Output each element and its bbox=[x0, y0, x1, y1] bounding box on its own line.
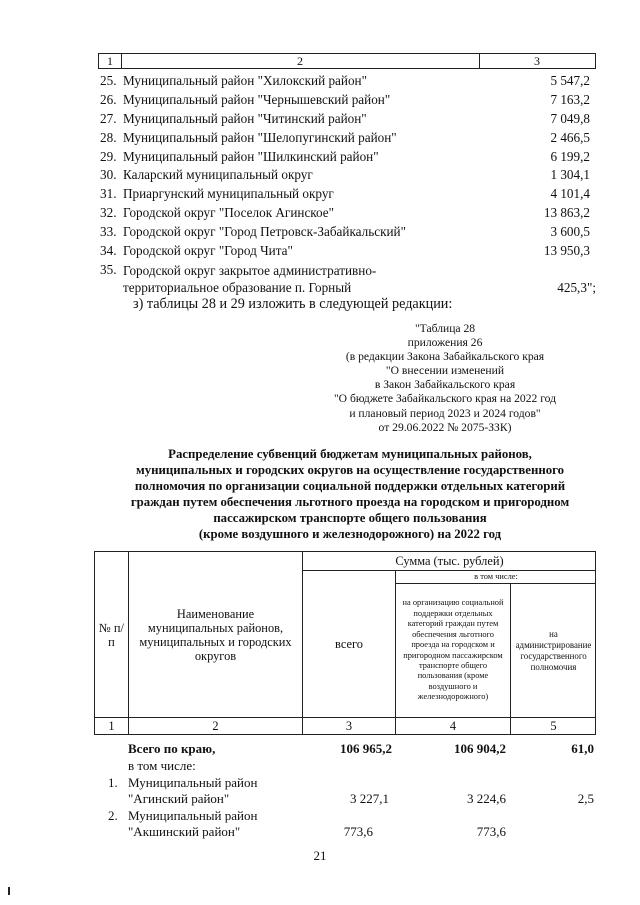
col-index-1: 1 bbox=[108, 719, 115, 733]
page-number: 21 bbox=[313, 848, 327, 863]
row-number: 34. bbox=[100, 243, 117, 259]
row-number: 25. bbox=[100, 73, 117, 88]
row-value: 6 199,2 bbox=[550, 148, 590, 164]
row-name: Муниципальный район "Хилокский район" bbox=[123, 73, 367, 88]
col-index-3: 3 bbox=[345, 719, 353, 733]
table-row bbox=[98, 242, 596, 261]
row-number: 1. bbox=[108, 775, 118, 790]
table-row bbox=[98, 223, 596, 242]
row-number: 30. bbox=[100, 167, 117, 183]
column-number-header bbox=[98, 53, 596, 69]
table-row bbox=[98, 148, 596, 167]
row-name-line2: "Акшинский район" bbox=[128, 824, 241, 839]
table-row bbox=[98, 72, 596, 91]
table-row bbox=[98, 110, 596, 129]
row-name: Городской округ "Город Петровск-Забайкальский" bbox=[123, 224, 406, 240]
header-col-2: 2 bbox=[297, 54, 303, 68]
header-number: № п/п bbox=[99, 620, 124, 649]
table-title bbox=[95, 446, 605, 542]
row-name-line2: "Агинский район" bbox=[128, 791, 230, 806]
including-label: в том числе: bbox=[128, 758, 196, 773]
caption-line: от 29.06.2022 № 2075-ЗЗК) bbox=[378, 420, 512, 434]
header-including: в том числе: bbox=[474, 571, 518, 581]
row-number: 27. bbox=[100, 110, 117, 126]
row-total: 3 227,1 bbox=[350, 791, 389, 806]
table-caption bbox=[300, 322, 590, 435]
total-sum: 106 965,2 bbox=[340, 741, 392, 756]
row-name: Муниципальный район "Чернышевский район" bbox=[123, 91, 391, 107]
header-sum: Сумма (тыс. рублей) bbox=[395, 554, 504, 568]
row-social-support: 773,6 bbox=[476, 824, 506, 839]
scan-mark bbox=[8, 887, 10, 895]
caption-line: (в редакции Закона Забайкальского края bbox=[345, 350, 545, 364]
row-value: 425,3"; bbox=[557, 279, 596, 295]
title-line: пассажирском транспорте общего пользования bbox=[213, 511, 487, 525]
caption-line: "О внесении изменений bbox=[385, 364, 505, 378]
title-line: полномочия по организации социальной поддержки отдельных категорий bbox=[134, 479, 566, 493]
header-social-support: на организацию социальной поддержки отдельных категорий граждан путем обеспечения льготного проезда на городском и пригородном пассажирском транспорте общего пользования (кроме воздушного и железнодорожного) bbox=[402, 598, 504, 702]
row-name: Муниципальный район "Читинский район" bbox=[123, 110, 367, 126]
title-line: муниципальных и городских округов на осуществление государственного bbox=[136, 463, 564, 477]
row-name: Приаргунский муниципальный округ bbox=[123, 186, 334, 202]
row-social-support: 3 224,6 bbox=[467, 791, 506, 806]
row-name: Городской округ закрытое административно-территориальное образование п. Горный bbox=[123, 262, 377, 295]
row-value: 4 101,4 bbox=[550, 186, 590, 202]
caption-line: "Таблица 28 bbox=[414, 322, 476, 335]
row-number: 33. bbox=[100, 224, 117, 240]
row-value: 13 950,3 bbox=[543, 243, 590, 259]
total-label: Всего по краю, bbox=[128, 741, 216, 756]
table-row bbox=[98, 185, 596, 204]
row-value: 3 600,5 bbox=[550, 224, 590, 240]
header-col-1: 1 bbox=[107, 54, 113, 68]
row-name-line1: Муниципальный район bbox=[128, 775, 258, 790]
row-value: 13 863,2 bbox=[543, 205, 590, 221]
row-value: 7 163,2 bbox=[550, 91, 590, 107]
row-name-line1: Муниципальный район bbox=[128, 808, 258, 823]
row-value: 7 049,8 bbox=[550, 110, 590, 126]
header-total: всего bbox=[335, 637, 363, 651]
caption-line: "О бюджете Забайкальского края на 2022 год bbox=[333, 392, 557, 406]
row-name: Муниципальный район "Шелопугинский район" bbox=[123, 129, 397, 145]
row-number: 2. bbox=[108, 808, 118, 823]
table-row bbox=[98, 261, 596, 297]
continuation-table bbox=[98, 53, 596, 297]
title-line: граждан путем обеспечения льготного проезда на городском и пригородном bbox=[130, 495, 570, 509]
total-social-support: 106 904,2 bbox=[454, 741, 506, 756]
row-administration: 2,5 bbox=[577, 791, 594, 806]
header-col-3: 3 bbox=[534, 54, 540, 68]
row-value: 1 304,1 bbox=[550, 167, 590, 183]
table-row bbox=[98, 166, 596, 185]
table-row bbox=[98, 204, 596, 223]
row-value: 2 466,5 bbox=[550, 129, 590, 145]
row-number: 29. bbox=[100, 148, 117, 164]
row-value: 5 547,2 bbox=[550, 73, 590, 88]
row-number: 31. bbox=[100, 186, 117, 202]
header-administration: на администрирование государственного полномочия bbox=[515, 628, 592, 672]
row-number: 32. bbox=[100, 205, 117, 221]
row-name: Городской округ "Город Чита" bbox=[123, 243, 293, 259]
header-name: Наименование муниципальных районов, муниципальных и городских округов bbox=[139, 606, 292, 663]
row-name: Городской округ "Поселок Агинское" bbox=[123, 205, 335, 221]
subvention-table-header bbox=[94, 551, 596, 735]
row-name: Муниципальный район "Шилкинский район" bbox=[123, 148, 379, 164]
table-row bbox=[98, 129, 596, 148]
amendment-instruction: з) таблицы 28 и 29 изложить в следующей редакции: bbox=[133, 296, 453, 312]
table-row bbox=[98, 91, 596, 110]
row-number: 28. bbox=[100, 129, 117, 145]
title-line: (кроме воздушного и железнодорожного) на 2022 год bbox=[198, 527, 502, 541]
col-index-5: 5 bbox=[550, 719, 557, 733]
row-number: 26. bbox=[100, 91, 117, 107]
caption-line: в Закон Забайкальского края bbox=[374, 378, 516, 392]
caption-line: приложения 26 bbox=[407, 336, 483, 350]
caption-line: и плановый период 2023 и 2024 годов" bbox=[349, 406, 541, 420]
col-index-4: 4 bbox=[449, 719, 457, 733]
col-index-2: 2 bbox=[212, 719, 219, 733]
total-administration: 61,0 bbox=[571, 741, 594, 756]
subvention-table-body bbox=[94, 738, 596, 838]
row-total: 773,6 bbox=[343, 824, 373, 839]
row-number: 35. bbox=[100, 261, 117, 277]
row-name: Каларский муниципальный округ bbox=[123, 167, 313, 183]
title-line: Распределение субвенций бюджетам муниципальных районов, bbox=[168, 447, 532, 461]
